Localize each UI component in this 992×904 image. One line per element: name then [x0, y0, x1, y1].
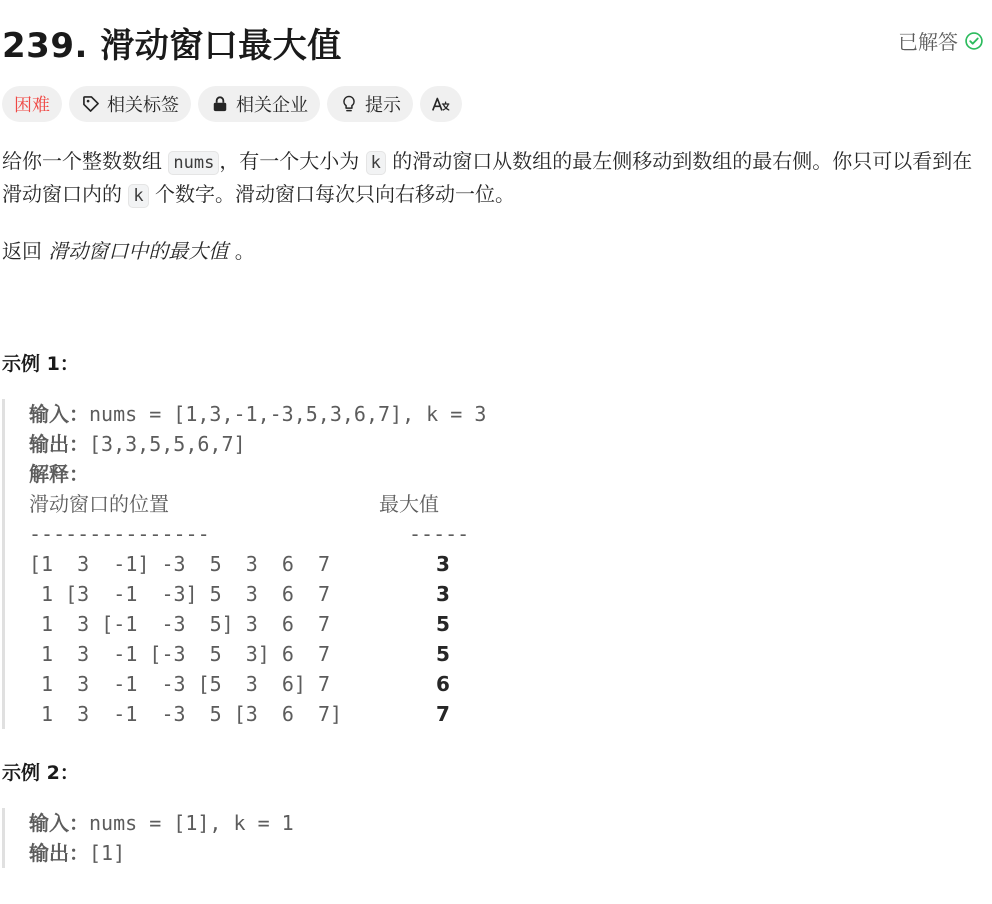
desc-text: 的滑动窗口从数组的最左侧移动到数组的最右侧。你只可以看到在滑动窗口内的 [2, 149, 973, 206]
lightbulb-icon [339, 94, 359, 114]
difficulty-badge [2, 86, 62, 122]
hint-label: 提示 [365, 95, 401, 116]
k-code: k [128, 184, 148, 208]
max-divider: ----- [409, 522, 470, 546]
output-label: 输出： [29, 841, 89, 865]
example-1-title: 示例 1： [2, 353, 79, 375]
return-emphasis: 滑动窗口中的最大值 [48, 239, 229, 263]
window-max: 7 [436, 702, 450, 726]
window-state: 1 [3 -1 -3] 5 3 6 7 [29, 582, 331, 606]
example-explain [29, 459, 486, 489]
explain-label: 解释： [29, 462, 89, 486]
window-max: 3 [436, 552, 450, 576]
explain-row [29, 609, 486, 639]
related-companies-button[interactable] [198, 86, 320, 122]
return-text: 。 [228, 239, 255, 263]
window-state: 1 3 [-1 -3 5] 3 6 7 [29, 612, 331, 636]
problem-description [2, 146, 987, 212]
return-statement [2, 235, 255, 264]
translate-button[interactable] [420, 86, 462, 122]
input-value: nums = [1,3,-1,-3,5,3,6,7], k = 3 [89, 402, 487, 426]
explain-row [29, 669, 486, 699]
solved-status [898, 26, 984, 55]
input-label: 输入： [29, 402, 89, 426]
tag-icon [81, 94, 101, 114]
lock-icon [210, 94, 230, 114]
return-text: 返回 [2, 239, 49, 263]
example-2-title: 示例 2： [2, 762, 79, 784]
example-input [29, 808, 294, 838]
output-value: [3,3,5,5,6,7] [89, 432, 246, 456]
input-label: 输入： [29, 811, 89, 835]
related-topics-button[interactable] [69, 86, 191, 122]
k-code: k [366, 151, 386, 175]
problem-title: 239. 滑动窗口最大值 [2, 26, 342, 66]
desc-text: 给你一个整数数组 [2, 149, 169, 173]
window-state: [1 3 -1] -3 5 3 6 7 [29, 552, 331, 576]
check-circle-icon [964, 31, 984, 51]
window-state: 1 3 -1 -3 [5 3 6] 7 [29, 672, 331, 696]
max-column-header: 最大值 [379, 492, 439, 516]
output-label: 输出： [29, 432, 89, 456]
desc-text: ，有一个大小为 [219, 149, 366, 173]
difficulty-label: 困难 [14, 95, 50, 116]
example-output [29, 838, 294, 868]
window-max: 3 [436, 582, 450, 606]
desc-text: 个数字。滑动窗口每次只向右移动一位。 [148, 182, 515, 206]
window-max: 5 [436, 642, 450, 666]
explain-divider [29, 519, 486, 549]
related-topics-label: 相关标签 [107, 95, 179, 116]
explain-row [29, 639, 486, 669]
window-divider: --------------- [29, 522, 210, 546]
window-column-header: 滑动窗口的位置 [29, 492, 169, 516]
explain-header [29, 489, 486, 519]
window-state: 1 3 -1 [-3 5 3] 6 7 [29, 642, 331, 666]
translate-icon [430, 93, 452, 115]
input-value: nums = [1], k = 1 [89, 811, 294, 835]
output-value: [1] [89, 841, 126, 865]
example-output [29, 429, 486, 459]
solved-label: 已解答 [898, 30, 958, 54]
tag-bar [2, 86, 462, 122]
example-2-block [2, 808, 294, 868]
explain-row [29, 579, 486, 609]
related-companies-label: 相关企业 [236, 95, 308, 116]
example-input [29, 399, 486, 429]
window-state: 1 3 -1 -3 5 [3 6 7] [29, 702, 343, 726]
example-1-block [2, 399, 486, 729]
nums-code: nums [168, 151, 219, 175]
window-max: 5 [436, 612, 450, 636]
window-max: 6 [436, 672, 450, 696]
explain-row [29, 549, 486, 579]
hint-button[interactable] [327, 86, 413, 122]
explain-row [29, 699, 486, 729]
